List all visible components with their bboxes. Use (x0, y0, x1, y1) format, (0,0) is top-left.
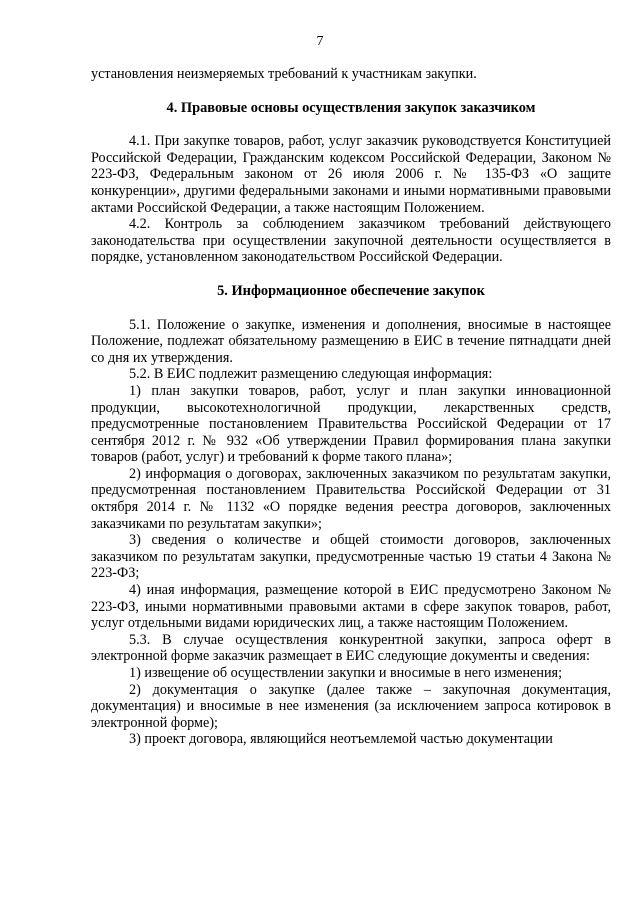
paragraph-5-3: 5.3. В случае осуществления конкурентной закупки, запроса оферт в электронной форме заказчик размещает в ЕИС следующие документы и сведения: (91, 631, 611, 665)
list-item-5-3-3: 3) проект договора, являющийся неотъемлемой частью документации (129, 731, 553, 748)
list-item-5-2-2: 2) информация о договорах, заключенных заказчиком по результатам закупки, предусмотренная постановлением Правительства Российской Федерации от 31 октября 2014 г. № 1132 «О порядке ведения реестра договоров, заключенных заказчиками по результатам закупки»; (91, 465, 611, 532)
list-item-5-2-4: 4) иная информация, размещение которой в ЕИС предусмотрено Законом № 223-ФЗ, иными нормативными правовыми актами в сфере закупок товаров, работ, услуг отдельными видами юридических лиц, а также настоящим Положением. (91, 582, 611, 632)
paragraph-5-1: 5.1. Положение о закупке, изменения и дополнения, вносимые в настоящее Положение, подлежат обязательному размещению в ЕИС в течение пятнадцати дней со дня их утверждения. (91, 316, 611, 366)
page-content (91, 66, 611, 748)
list-item-5-3-2: 2) документация о закупке (далее также – закупочная документация, документация) и вносимые в нее изменения (за исключением запроса котировок в электронной форме); (91, 681, 611, 731)
section-4-heading: 4. Правовые основы осуществления закупок заказчиком (166, 99, 536, 116)
continued-text: установления неизмеряемых требований к участникам закупки. (91, 66, 477, 82)
paragraph-4-2: 4.2. Контроль за соблюдением заказчиком требований действующего законодательства при осуществлении закупочной деятельности осуществляется в порядке, установленном законодательством Российской Федерации. (91, 216, 611, 266)
paragraph-4-1: 4.1. При закупке товаров, работ, услуг заказчик руководствуется Конституцией Российской Федерации, Гражданским кодексом Российской Федерации, Законом № 223-ФЗ, Федеральным законом от 26 июля 2006 г. № 135-ФЗ «О защите конкуренции», другими федеральными законами и иными нормативными правовыми актами Российской Федерации, а также настоящим Положением. (91, 133, 611, 216)
section-5-heading: 5. Информационное обеспечение закупок (217, 282, 485, 299)
list-item-5-2-3: 3) сведения о количестве и общей стоимости договоров, заключенных заказчиком по результатам закупки, предусмотренные частью 19 статьи 4 Закона № 223-ФЗ; (91, 532, 611, 582)
paragraph-5-2: 5.2. В ЕИС подлежит размещению следующая информация: (129, 366, 493, 383)
list-item-5-3-1: 1) извещение об осуществлении закупки и вносимые в него изменения; (129, 665, 563, 681)
page-number: 7 (316, 34, 324, 49)
list-item-5-2-1: 1) план закупки товаров, работ, услуг и план закупки инновационной продукции, высокотехнологичной продукции, лекарственных средств, предусмотренные постановлением Правительства Российской Федерации от 17 сентября 2012 г. № 932 «Об утверждении Правил формирования плана закупки товаров (работ, услуг) и требований к форме такого плана»; (91, 382, 611, 466)
